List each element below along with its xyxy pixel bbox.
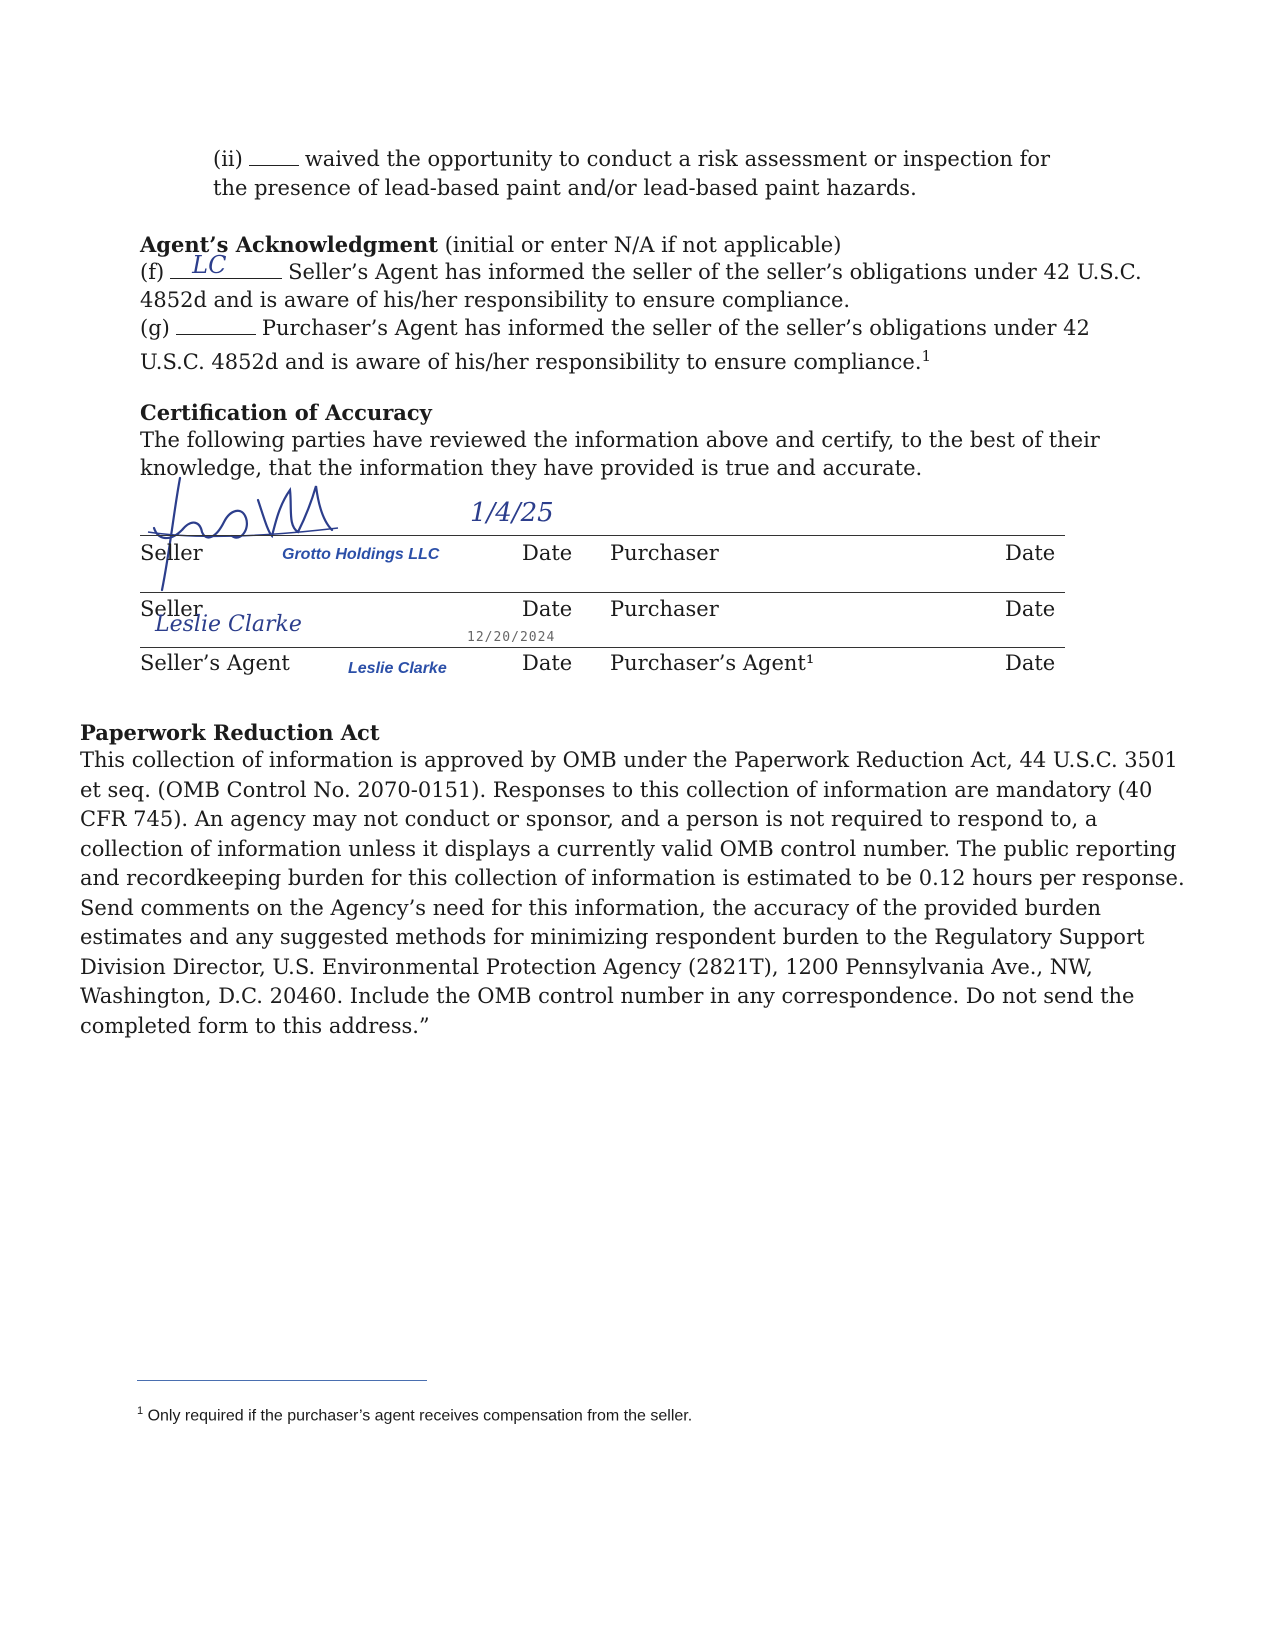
signature-line-row1 — [140, 535, 1065, 536]
certification-line2: knowledge, that the information they have provided is true and accurate. — [140, 456, 923, 480]
agent-ack-f-line2: 4852d and is aware of his/her responsibility to ensure compliance. — [140, 288, 851, 312]
agent-ack-heading-row — [140, 230, 841, 260]
footnote — [137, 1405, 692, 1425]
seller2-label: Seller — [140, 597, 203, 621]
item-ii-blank[interactable] — [249, 164, 299, 166]
purchasers-agent-date-label: Date — [1005, 651, 1056, 675]
item-ii-label: (ii) — [213, 147, 243, 171]
agent-ack-f-blank[interactable] — [170, 251, 282, 279]
agent-ack-g-line1 — [140, 314, 1090, 343]
seller1-date-label: Date — [522, 541, 573, 565]
item-ii-text: waived the opportunity to conduct a risk assessment or inspection for — [304, 147, 1051, 171]
seller1-handwritten-date: 1/4/25 — [470, 498, 554, 528]
agent-ack-f-label: (f) — [140, 260, 165, 284]
signature-line-row3 — [140, 647, 1065, 648]
seller2-handwritten-name: Leslie Clarke — [155, 612, 302, 637]
sellers-agent-typed-name: Leslie Clarke — [348, 660, 447, 677]
seller2-stamped-date: 12/20/2024 — [467, 630, 556, 645]
agent-ack-g-blank[interactable] — [176, 333, 256, 335]
footnote-separator — [137, 1380, 427, 1381]
paperwork-line: and recordkeeping burden for this collection of information is estimated to be 0.12 hours per response. — [80, 866, 1185, 890]
seller1-typed-name: Grotto Holdings LLC — [282, 546, 440, 563]
agent-ack-note: (initial or enter N/A if not applicable) — [444, 233, 842, 257]
paperwork-line: estimates and any suggested methods for minimizing respondent burden to the Regulatory Support — [80, 925, 1145, 949]
agent-ack-f-line1 — [140, 251, 1142, 287]
footnote-ref[interactable]: 1 — [921, 347, 932, 365]
agent-ack-f-initials: LC — [192, 251, 227, 279]
paperwork-line: et seq. (OMB Control No. 2070-0151). Responses to this collection of information are mandatory (40 — [80, 777, 1153, 802]
paperwork-body — [80, 746, 1200, 1041]
agent-ack-g-text2: U.S.C. 4852d and is aware of his/her responsibility to ensure compliance. — [140, 350, 922, 374]
agent-ack-f-text: Seller’s Agent has informed the seller of the seller’s obligations under 42 U.S.C. — [288, 260, 1142, 284]
paperwork-line: Division Director, U.S. Environmental Protection Agency (2821T), 1200 Pennsylvania Ave., NW, — [80, 954, 1093, 979]
seller1-label: Seller — [140, 541, 203, 565]
paperwork-line: Washington, D.C. 20460. Include the OMB control number in any correspondence. Do not send the — [80, 984, 1135, 1008]
agent-ack-g-text: Purchaser’s Agent has informed the seller of the seller’s obligations under 42 — [261, 316, 1090, 340]
paperwork-line: This collection of information is approved by OMB under the Paperwork Reduction Act, 44 U.S.C. 3501 — [80, 748, 1178, 772]
purchaser1-date-label: Date — [1005, 541, 1056, 565]
purchaser2-label: Purchaser — [610, 597, 719, 621]
item-ii-line2: the presence of lead-based paint and/or lead-based paint hazards. — [213, 176, 917, 200]
paperwork-line: CFR 745). An agency may not conduct or sponsor, and a person is not required to respond to, a — [80, 807, 1098, 831]
paperwork-line: completed form to this address.” — [80, 1013, 430, 1038]
footnote-text: Only required if the purchaser’s agent receives compensation from the seller. — [147, 1407, 693, 1425]
sellers-agent-date-label: Date — [522, 651, 573, 675]
certification-line1: The following parties have reviewed the information above and certify, to the best of their — [140, 428, 1100, 452]
agent-ack-g-line2 — [140, 342, 931, 377]
seller2-date-label: Date — [522, 597, 573, 621]
paperwork-line: collection of information unless it displays a currently valid OMB control number. The public reporting — [80, 836, 1177, 861]
purchasers-agent-label: Purchaser’s Agent¹ — [610, 651, 815, 675]
agent-ack-g-label: (g) — [140, 316, 170, 340]
paperwork-line: Send comments on the Agency’s need for this information, the accuracy of the provided burden — [80, 895, 1102, 920]
certification-heading: Certification of Accuracy — [140, 400, 432, 425]
paperwork-heading: Paperwork Reduction Act — [80, 720, 380, 745]
purchaser1-label: Purchaser — [610, 541, 719, 565]
item-ii-line1 — [213, 145, 1050, 174]
agent-ack-heading: Agent’s Acknowledgment — [140, 232, 438, 257]
purchaser2-date-label: Date — [1005, 597, 1056, 621]
footnote-marker: 1 — [137, 1405, 144, 1417]
sellers-agent-label: Seller’s Agent — [140, 651, 290, 675]
signature-line-row2 — [140, 592, 1065, 593]
